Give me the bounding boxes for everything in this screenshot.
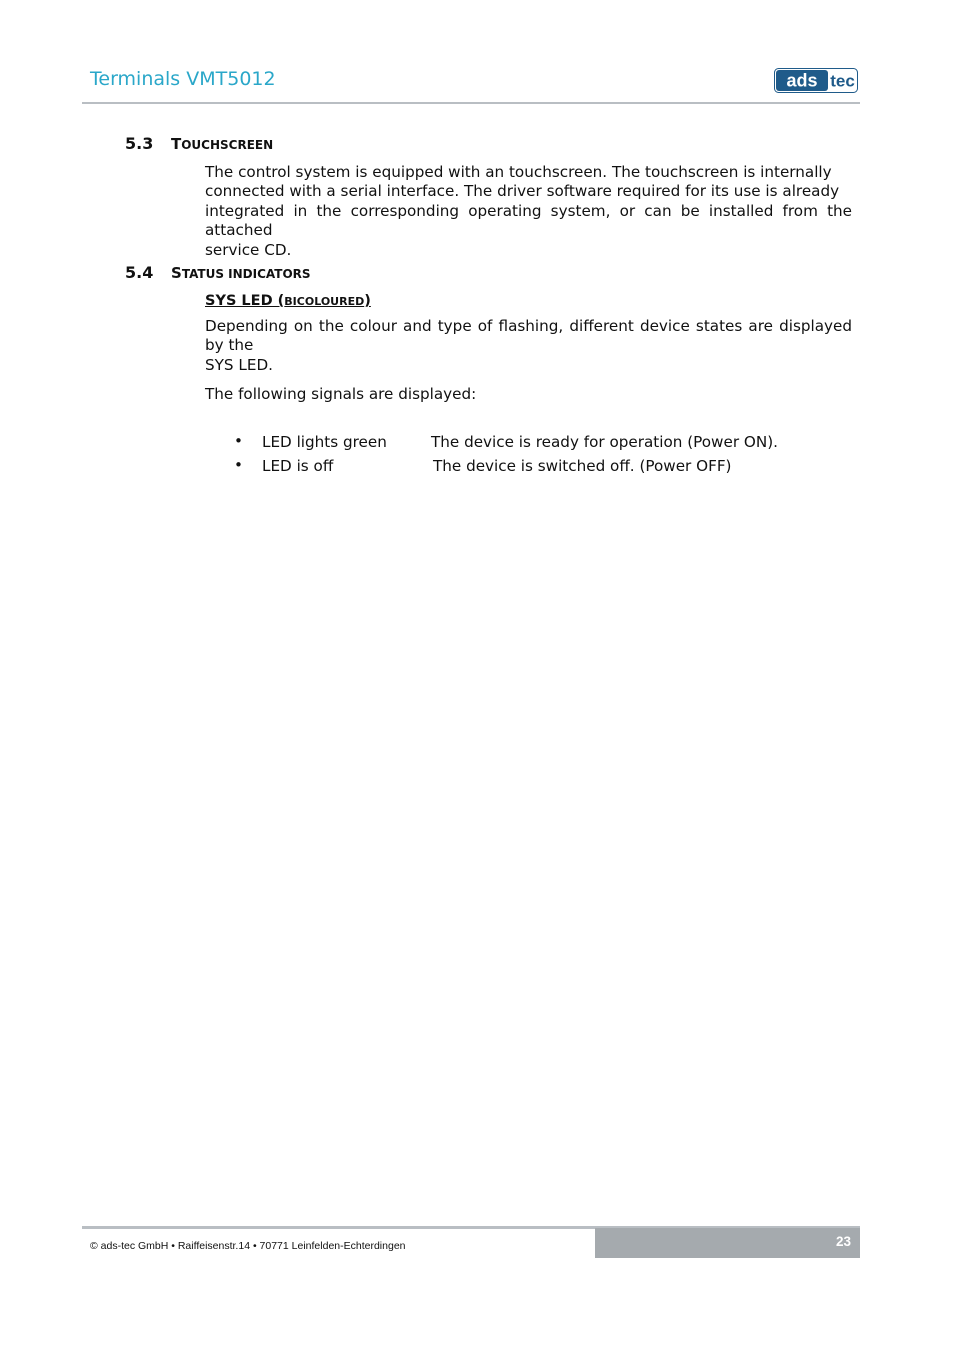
logo-text-tec: tec [830, 71, 855, 91]
section-number: 5.3 [125, 134, 154, 153]
paragraph-line: service CD. [205, 240, 292, 259]
touchscreen-paragraph [205, 163, 852, 260]
bullet-icon: • [234, 432, 243, 450]
paragraph-line: connected with a serial interface. The driver software required for its use is already [205, 182, 840, 201]
subheading-end: ) [364, 293, 371, 309]
subheading-main: SYS LED ( [205, 293, 285, 309]
section-number: 5.4 [125, 263, 154, 282]
paragraph-line: integrated in the corresponding operating system, or can be installed from the attached [205, 201, 852, 240]
paragraph-line: SYS LED. [205, 355, 273, 374]
bullet-icon: • [234, 456, 243, 474]
signal-description: The device is switched off. (Power OFF) [433, 457, 732, 475]
section-heading-touchscreen [125, 134, 273, 153]
subheading-smallcaps: BICOLOURED [284, 295, 365, 308]
paragraph-line: Depending on the colour and type of flashing, different device states are displayed by the [205, 317, 852, 355]
page-number-box [595, 1228, 860, 1258]
signal-description: The device is ready for operation (Power ON). [431, 433, 778, 451]
header-divider [82, 102, 860, 104]
section-heading-status-indicators [125, 263, 311, 282]
paragraph-line: The control system is equipped with an touchscreen. The touchscreen is internally [205, 163, 832, 181]
document-title: Terminals VMT5012 [90, 68, 276, 90]
footer-copyright: © ads-tec GmbH • Raiffeisenstr.14 • 70771 Leinfelden-Echterdingen [90, 1240, 406, 1252]
signals-intro: The following signals are displayed: [205, 385, 477, 403]
section-title-rest: TATUS INDICATORS [181, 267, 311, 281]
section-title-initial: T [171, 135, 182, 153]
signal-term: LED lights green [262, 433, 387, 451]
sys-led-subheading [205, 293, 371, 309]
section-title-initial: S [171, 264, 182, 282]
ads-tec-logo [774, 68, 858, 93]
sys-led-paragraph [205, 317, 852, 375]
section-title-rest: OUCHSCREEN [181, 138, 274, 152]
signal-term: LED is off [262, 457, 334, 475]
logo-text-ads: ads [786, 70, 818, 91]
page-number: 23 [835, 1234, 851, 1249]
